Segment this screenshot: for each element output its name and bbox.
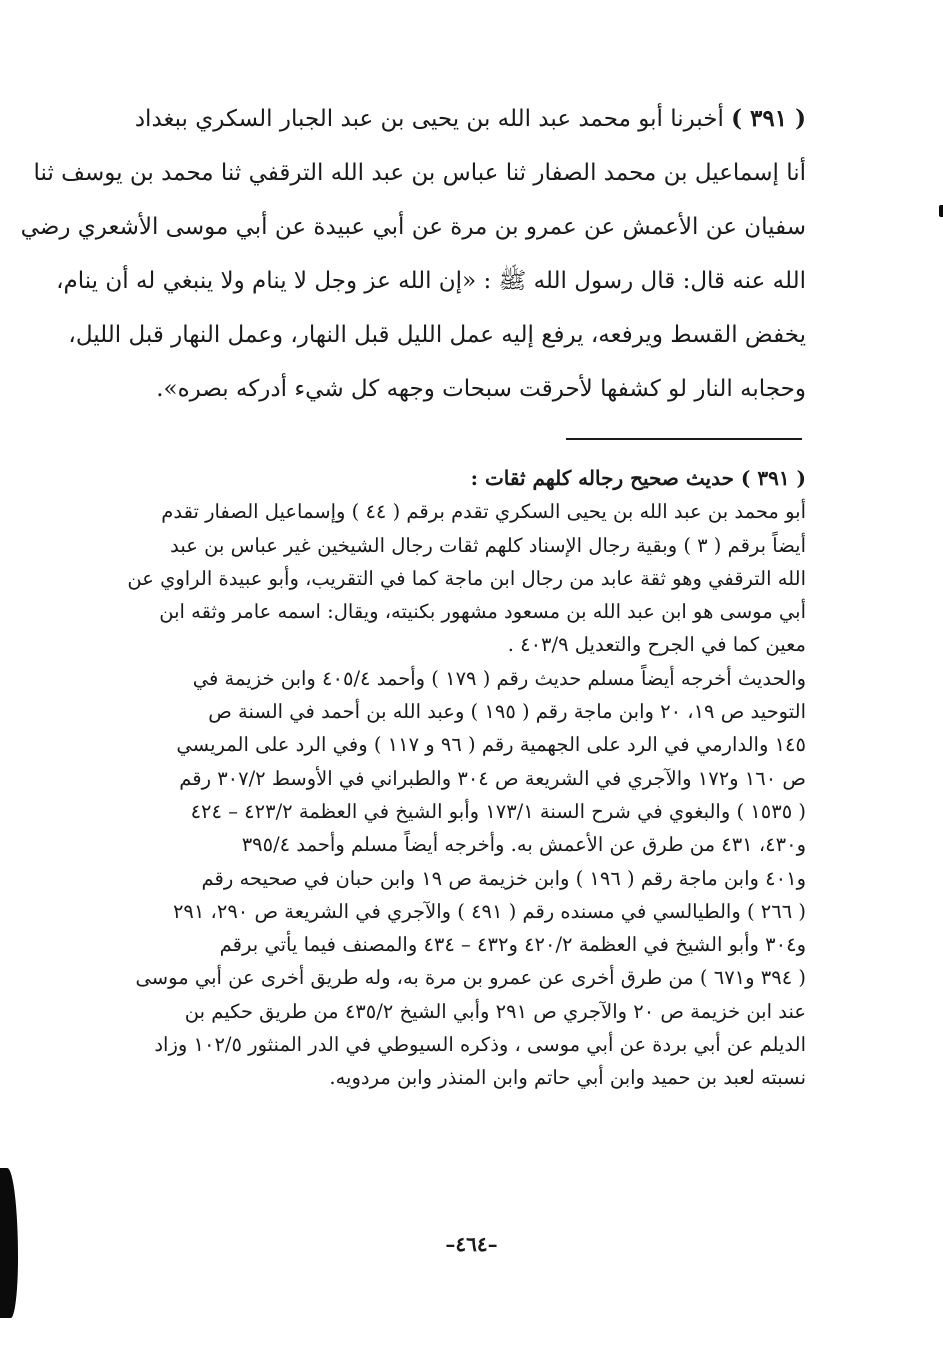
hadith-text xyxy=(20,92,806,416)
footnote-line: ( ١٥٣٥ ) والبغوي في شرح السنة ١٧٣/١ وأبو الشيخ في العظمة ٤٢٣/٢ – ٤٢٤ xyxy=(190,799,806,823)
footnote-line: و٤٣٠، ٤٣١ من طرق عن الأعمش به. وأخرجه أيضاً مسلم وأحمد ٣٩٥/٤ xyxy=(241,833,806,857)
footnote-separator xyxy=(566,438,802,440)
footnote-line: ١٤٥ والدارمي في الرد على الجهمية رقم ( ٩٦ و ١١٧ ) وفي الرد على المريسي xyxy=(176,733,806,757)
footnote-line: معين كما في الجرح والتعديل ٤٠٣/٩ . xyxy=(507,633,806,657)
footnote-line: عند ابن خزيمة ص ٢٠ والآجري ص ٢٩١ وأبي الشيخ ٤٣٥/٢ من طريق حكيم بن xyxy=(184,999,806,1023)
footnote-line: الله الترقفي وهو ثقة عابد من رجال ابن ماجة كما في التقريب، وأبو عبيدة الراوي عن xyxy=(127,566,806,590)
footnote-line: ( ٢٦٦ ) والطيالسي في مسنده رقم ( ٤٩١ ) والآجري في الشريعة ص ٢٩٠، ٢٩١ xyxy=(172,899,806,923)
footnote-line: والحديث أخرجه أيضاً مسلم حديث رقم ( ١٧٩ ) وأحمد ٤٠٥/٤ وابن خزيمة في xyxy=(192,666,806,690)
hadith-line: أنا إسماعيل بن محمد الصفار ثنا عباس بن عبد الله الترقفي ثنا محمد بن يوسف ثنا xyxy=(33,160,806,186)
scan-edge-shadow xyxy=(0,1168,18,1318)
footnotes xyxy=(100,462,806,1095)
footnote-line: ص ١٦٠ و١٧٢ والآجري في الشريعة ص ٣٠٤ والطبراني في الأوسط ٣٠٧/٢ رقم xyxy=(179,766,806,790)
hadith-line: الله عنه قال: قال رسول الله ﷺ : «إن الله عز وجل لا ينام ولا ينبغي له أن ينام، xyxy=(56,268,806,294)
footnote-line: التوحيد ص ١٩، ٢٠ وابن ماجة رقم ( ١٩٥ ) وعبد الله بن أحمد في السنة ص xyxy=(208,700,806,724)
footnote-line: أيضاً برقم ( ٣ ) وبقية رجال الإسناد كلهم ثقات رجال الشيخين غير عباس بن عبد xyxy=(170,533,806,557)
footnote-line: و٤٠١ وابن ماجة رقم ( ١٩٦ ) وابن خزيمة ص ١٩ وابن حبان في صحيحه رقم xyxy=(201,866,806,890)
hadith-number: ( ٣٩١ ) xyxy=(731,105,806,132)
hadith-line: ( ٣٩١ ) أخبرنا أبو محمد عبد الله بن يحيى بن عبد الجبار السكري ببغداد xyxy=(134,105,806,132)
scan-edge-speck xyxy=(939,205,943,217)
hadith-line: وحجابه النار لو كشفها لأحرقت سبحات وجهه كل شيء أدركه بصره». xyxy=(156,376,806,402)
footnote-line: أبو محمد بن عبد الله بن يحيى السكري تقدم برقم ( ٤٤ ) وإسماعيل الصفار تقدم xyxy=(161,500,806,524)
footnote-line: أبي موسى هو ابن عبد الله بن مسعود مشهور بكنيته، ويقال: اسمه عامر وثقه ابن xyxy=(159,600,806,624)
footnote-heading: ( ٣٩١ ) حديث صحيح رجاله كلهم ثقات : xyxy=(470,466,806,490)
page-number: –٤٦٤– xyxy=(445,1232,498,1256)
footnote-line: نسبته لعبد بن حميد وابن أبي حاتم وابن المنذر وابن مردويه. xyxy=(329,1066,806,1090)
footnote-line: الديلم عن أبي بردة عن أبي موسى ، وذكره السيوطي في الدر المنثور ١٠٢/٥ وزاد xyxy=(154,1033,806,1057)
footnote-line: ( ٣٩٤ و٦٧١ ) من طرق أخرى عن عمرو بن مرة به، وله طريق أخرى عن أبي موسى xyxy=(135,966,806,990)
hadith-line: سفيان عن الأعمش عن عمرو بن مرة عن أبي عبيدة عن أبي موسى الأشعري رضي xyxy=(20,214,806,240)
hadith-line: يخفض القسط ويرفعه، يرفع إليه عمل الليل قبل النهار، وعمل النهار قبل الليل، xyxy=(68,322,806,348)
footnote-line: و٣٠٤ وأبو الشيخ في العظمة ٤٢٠/٢ و٤٣٢ – ٤٣٤ والمصنف فيما يأتي برقم xyxy=(219,933,806,957)
